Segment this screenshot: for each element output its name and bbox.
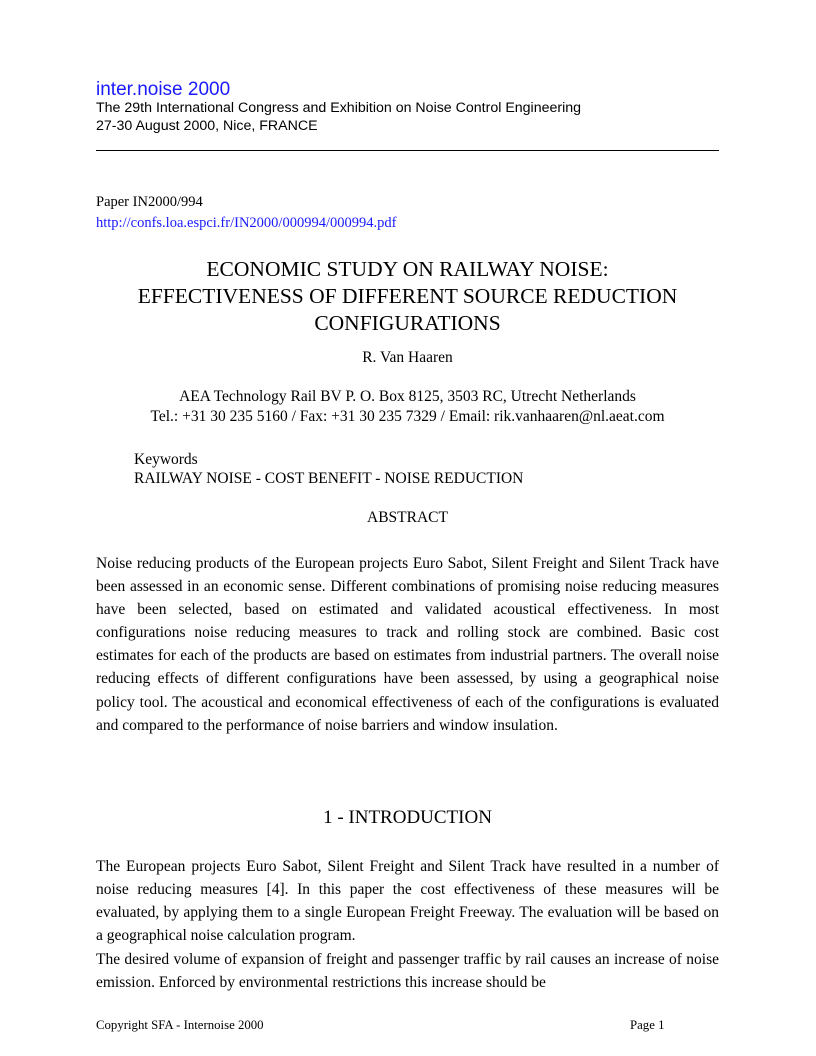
- keywords: RAILWAY NOISE - COST BENEFIT - NOISE REDUCTION: [134, 470, 524, 487]
- footer-copyright: Copyright SFA - Internoise 2000: [96, 1018, 264, 1032]
- paper-title-line-2: EFFECTIVENESS OF DIFFERENT SOURCE REDUCTION: [137, 284, 678, 308]
- paper-title-line-3: CONFIGURATIONS: [314, 311, 501, 335]
- footer-page-number: Page 1: [630, 1018, 665, 1032]
- abstract-heading: ABSTRACT: [367, 509, 448, 526]
- introduction-paragraph-2: The desired volume of expansion of freight and passenger traffic by rail causes an increase of noise emission. Enforced by environmental restrictions this increase should be: [96, 951, 719, 992]
- conference-subtitle: The 29th International Congress and Exhibition on Noise Control Engineering: [96, 100, 582, 116]
- paper-title-line-1: ECONOMIC STUDY ON RAILWAY NOISE:: [206, 257, 609, 281]
- paper-id: Paper IN2000/994: [96, 194, 203, 210]
- abstract-body: Noise reducing products of the European projects Euro Sabot, Silent Freight and Silent Track have been assessed in an economic sense. Different combinations of promising noise reducing measures have been selected, based on estimated and validated acoustical effectiveness. In most configurations noise reducing measures to track and rolling stock are combined. Basic cost estimates for each of the products are based on estimates from industrial partners. The overall noise reducing effects of different configurations have been assessed, by using a geographical noise policy tool. The acoustical and economical effectiveness of each of the configurations is evaluated and compared to the performance of noise barriers and window insulation.: [96, 555, 719, 734]
- author: R. Van Haaren: [362, 349, 453, 366]
- header-divider: [96, 150, 719, 151]
- introduction-heading: 1 - INTRODUCTION: [323, 807, 492, 828]
- paper-url-link[interactable]: http://confs.loa.espci.fr/IN2000/000994/000994.pdf: [96, 215, 397, 231]
- introduction-paragraph-1: The European projects Euro Sabot, Silent Freight and Silent Track have resulted in a number of noise reducing measures [4]. In this paper the cost effectiveness of these measures will be evaluated, by applying them to a single European Freight Freeway. The evaluation will be based on a geographical noise calculation program.: [96, 858, 719, 945]
- affiliation: AEA Technology Rail BV P. O. Box 8125, 3503 RC, Utrecht Netherlands: [179, 388, 636, 405]
- conference-name: inter.noise 2000: [96, 79, 231, 100]
- keywords-label: Keywords: [134, 451, 198, 468]
- conference-date-location: 27-30 August 2000, Nice, FRANCE: [96, 118, 318, 134]
- contact-info: Tel.: +31 30 235 5160 / Fax: +31 30 235 7329 / Email: rik.vanhaaren@nl.aeat.com: [150, 408, 665, 425]
